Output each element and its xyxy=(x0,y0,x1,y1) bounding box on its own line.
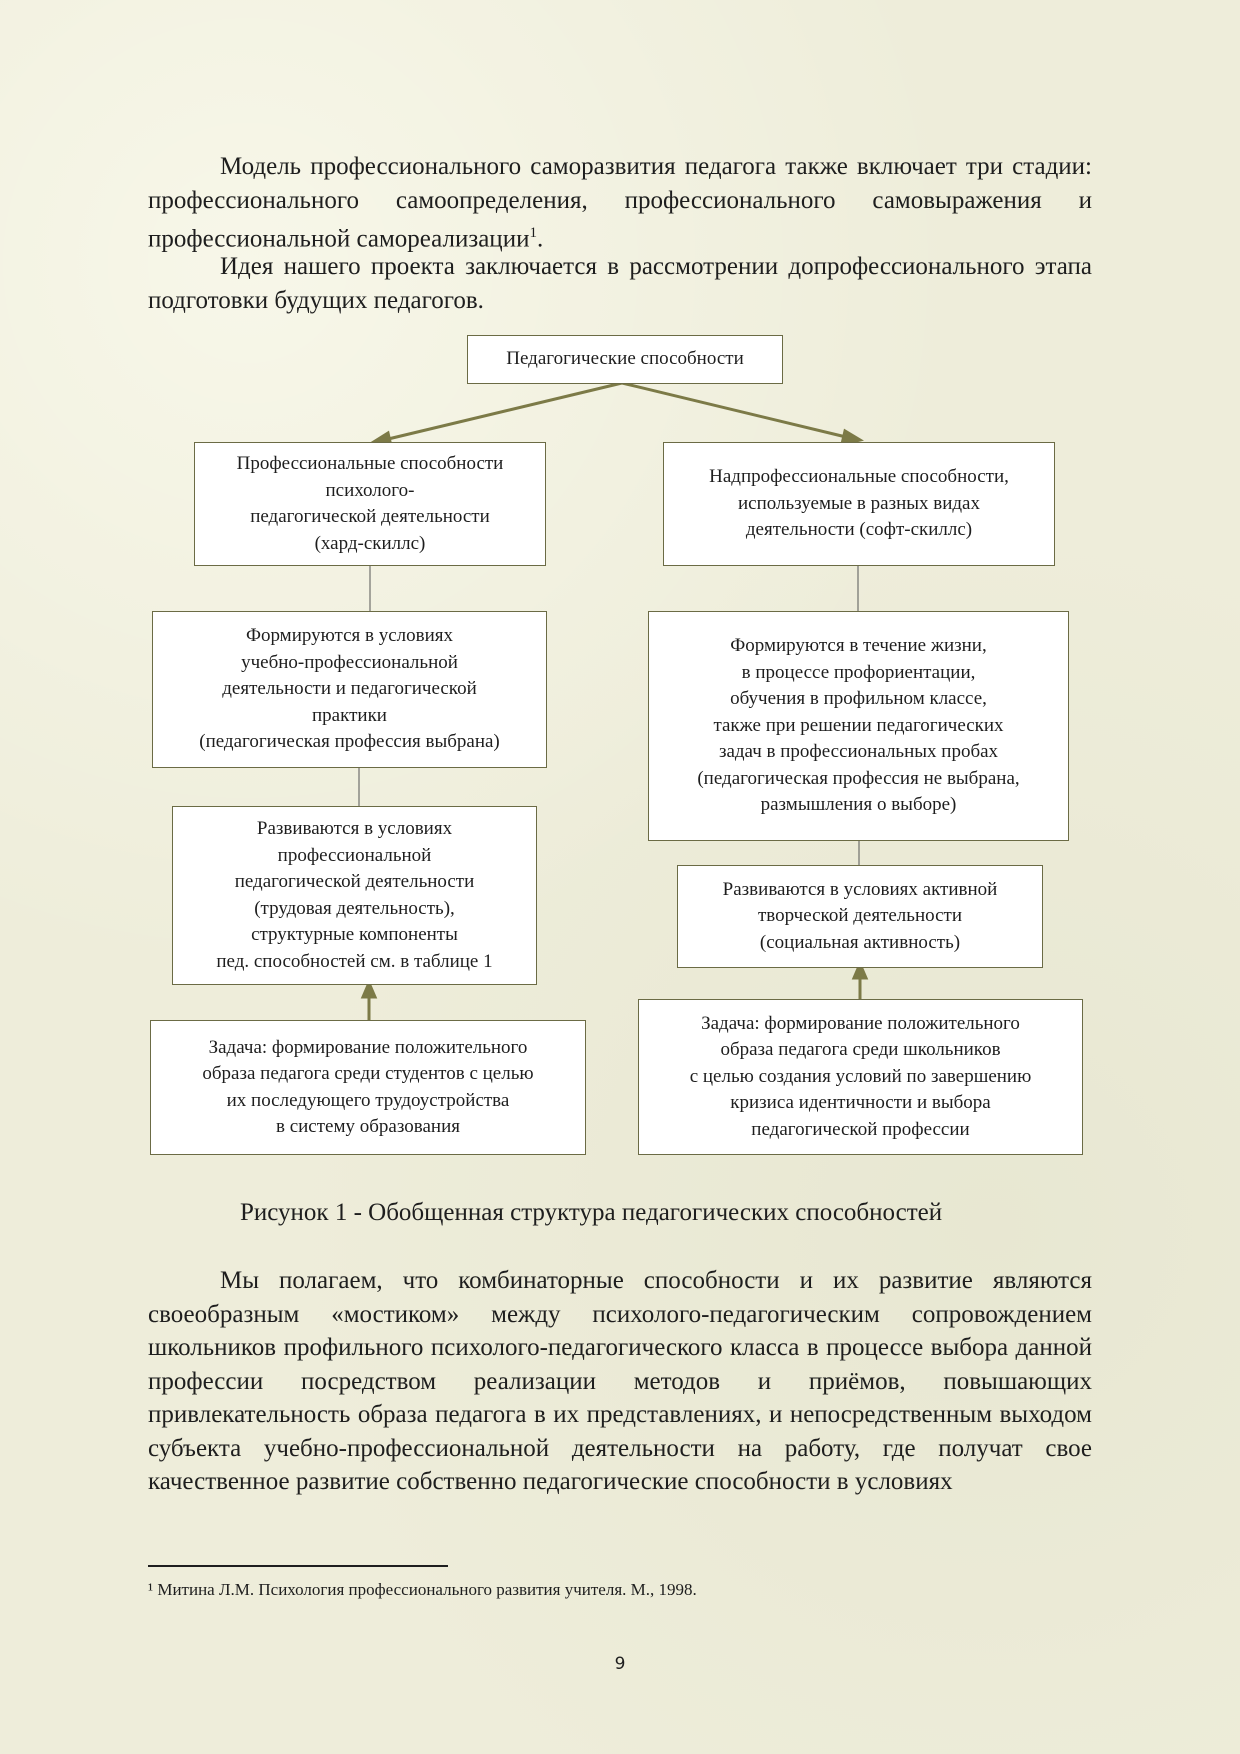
footnote-ref[interactable]: 1 xyxy=(529,225,537,241)
paragraph-idea: Идея нашего проекта заключается в рассмотрении допрофессионального этапа подготовки будущих педагогов. xyxy=(148,253,1092,314)
box-left-formed: Формируются в условиях учебно-профессиональной деятельности и педагогической практики (педагогическая профессия выбрана) xyxy=(152,611,547,768)
footnote-divider xyxy=(148,1565,448,1567)
box-right-formed: Формируются в течение жизни, в процессе профориентации, обучения в профильном классе, также при решении педагогических задач в профессиональных пробах (педагогическая профессия не выбрана, размышления о выборе) xyxy=(648,611,1069,841)
box-left-developed: Развиваются в условиях профессиональной педагогической деятельности (трудовая деятельность), структурные компоненты пед. способностей см. в таблице 1 xyxy=(172,806,537,985)
paragraph-stages-text: Модель профессионального саморазвития педагога также включает три стадии: профессионального самоопределения, профессионального самовыражения и профессиональной самореализации xyxy=(148,153,1092,253)
page-number: 9 xyxy=(614,1654,626,1674)
box-soft-skills: Надпрофессиональные способности, используемые в разных видах деятельности (софт-скиллс) xyxy=(663,442,1055,566)
arrow-root-to-right xyxy=(622,383,846,437)
figure-caption: Рисунок 1 - Обобщенная структура педагогических способностей xyxy=(240,1199,943,1226)
box-left-task: Задача: формирование положительного образа педагога среди студентов с целью их последующего трудоустройства в систему образования xyxy=(150,1020,586,1155)
box-hard-skills: Профессиональные способности психолого- педагогической деятельности (хард-скиллс) xyxy=(194,442,546,566)
box-right-developed: Развиваются в условиях активной творческой деятельности (социальная активность) xyxy=(677,865,1043,968)
box-root: Педагогические способности xyxy=(467,335,783,384)
arrow-root-to-left xyxy=(384,383,622,440)
box-right-task: Задача: формирование положительного образа педагога среди школьников с целью создания условий по завершению кризиса идентичности и выбора педагогической профессии xyxy=(638,999,1083,1155)
paragraph-stages-end: . xyxy=(536,225,544,253)
arrowhead-left-task xyxy=(363,983,375,997)
paragraph-combinatorial: Мы полагаем, что комбинаторные способности и их развитие являются своеобразным «мостиком» между психолого-педагогическим сопровождением школьников профильного психолого-педагогического класса в процессе выбора данной профессии посредством реализации методов и приёмов, повышающих привлекательность образа педагога в их представлениях, и непосредственным выходом субъекта учебно-профессиональной деятельности на работу, где получат свое качественное развитие собственно педагогические способности в условиях xyxy=(148,1267,1092,1495)
footnote: ¹ Митина Л.М. Психология профессионального развития учителя. М., 1998. xyxy=(148,1580,697,1599)
